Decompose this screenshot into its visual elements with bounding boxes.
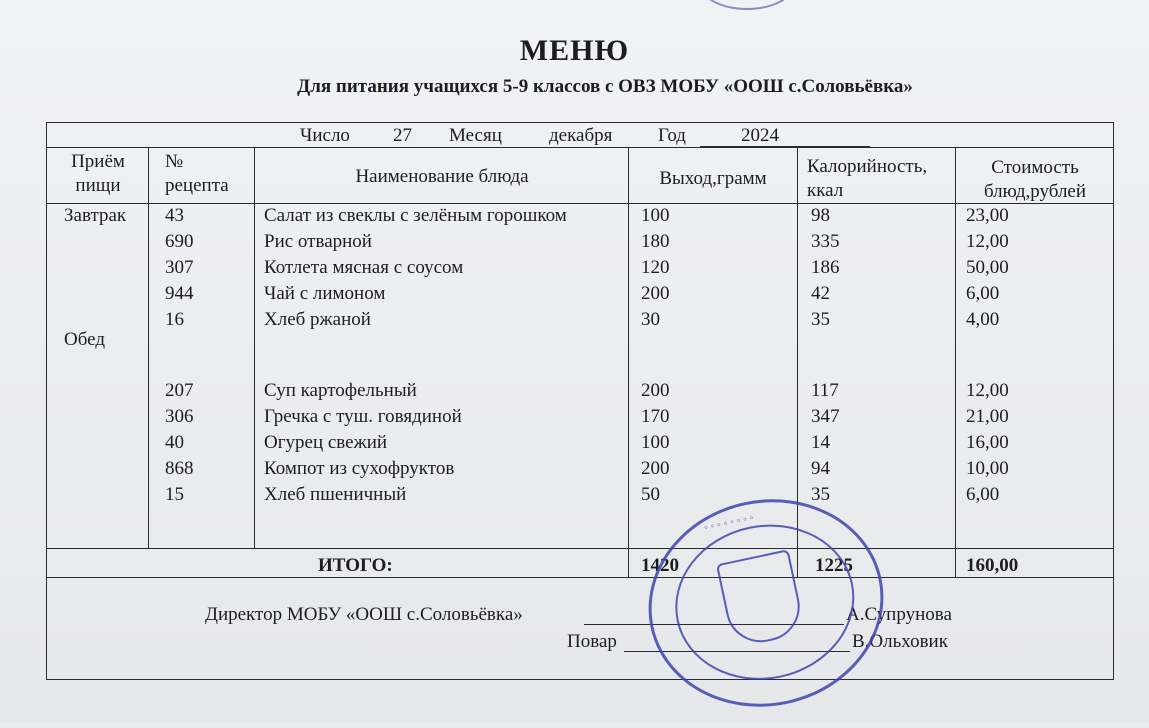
- recipe-number: 690: [165, 231, 194, 252]
- total-divider-top: [46, 548, 1114, 549]
- cost-rubles: 50,00: [966, 257, 1009, 278]
- total-label: ИТОГО:: [318, 555, 393, 576]
- cook-label: Повар: [567, 631, 617, 652]
- recipe-number: 43: [165, 205, 184, 226]
- calories-kcal: 347: [811, 406, 840, 427]
- cost-rubles: 4,00: [966, 309, 1000, 330]
- total-calories: 1225: [815, 555, 853, 576]
- total-cost: 160,00: [966, 555, 1019, 576]
- cost-rubles: 23,00: [966, 205, 1009, 226]
- header-meal-line1: Приём: [71, 151, 125, 172]
- header-calories-line2: ккал: [807, 180, 844, 201]
- cost-rubles: 6,00: [966, 484, 1000, 505]
- recipe-number: 944: [165, 283, 194, 304]
- stamp-text: ◦ ◦ ◦ ◦ ◦ ◦ ◦ ◦: [702, 511, 755, 535]
- month-label: Месяц: [449, 125, 502, 146]
- cost-rubles: 10,00: [966, 458, 1009, 479]
- dish-name: Хлеб пшеничный: [264, 484, 407, 505]
- header-meal-line2: пищи: [75, 175, 121, 196]
- cost-rubles: 12,00: [966, 380, 1009, 401]
- recipe-number: 307: [165, 257, 194, 278]
- header-dish: Наименование блюда: [355, 166, 529, 187]
- dish-name: Чай с лимоном: [264, 283, 386, 304]
- yield-grams: 200: [641, 458, 670, 479]
- cost-rubles: 12,00: [966, 231, 1009, 252]
- yield-grams: 120: [641, 257, 670, 278]
- yield-grams: 30: [641, 309, 660, 330]
- yield-grams: 200: [641, 283, 670, 304]
- dish-name: Компот из сухофруктов: [264, 458, 455, 479]
- dish-name: Рис отварной: [264, 231, 372, 252]
- yield-grams: 180: [641, 231, 670, 252]
- header-meal: [50, 150, 146, 198]
- column-divider: [955, 147, 956, 577]
- dish-name: Котлета мясная с соусом: [264, 257, 464, 278]
- day-label: Число: [300, 125, 350, 146]
- day-value: 27: [393, 125, 412, 146]
- header-cost-line1: Стоимость: [991, 157, 1079, 178]
- calories-kcal: 335: [811, 231, 840, 252]
- document-subtitle: Для питания учащихся 5-9 классов с ОВЗ МОБУ «ООШ с.Соловьёвка»: [297, 76, 913, 97]
- header-recipe-line2: рецепта: [165, 175, 229, 196]
- month-value: декабря: [549, 125, 613, 146]
- recipe-number: 15: [165, 484, 184, 505]
- total-yield: 1420: [641, 555, 679, 576]
- header-cost-line2: блюд,рублей: [983, 181, 1087, 202]
- menu-table: [46, 122, 1114, 680]
- meal-lunch: Обед: [64, 329, 105, 350]
- year-label: Год: [658, 125, 686, 146]
- calories-kcal: 35: [811, 309, 830, 330]
- header-cost: [957, 156, 1113, 204]
- yield-grams: 50: [641, 484, 660, 505]
- cost-rubles: 6,00: [966, 283, 1000, 304]
- cook-name: В.Ольховик: [852, 631, 948, 652]
- header-recipe-line1: №: [165, 151, 184, 172]
- yield-grams: 100: [641, 432, 670, 453]
- stamp-fragment: [700, 0, 794, 10]
- calories-kcal: 98: [811, 205, 830, 226]
- recipe-number: 16: [165, 309, 184, 330]
- director-name: А.Супрунова: [846, 604, 952, 625]
- header-calories-line1: Калорийность,: [807, 156, 928, 177]
- header-recipe: [165, 150, 253, 198]
- total-divider-bottom: [46, 577, 1114, 578]
- recipe-number: 868: [165, 458, 194, 479]
- yield-grams: 170: [641, 406, 670, 427]
- cost-rubles: 16,00: [966, 432, 1009, 453]
- calories-kcal: 186: [811, 257, 840, 278]
- recipe-number: 207: [165, 380, 194, 401]
- calories-kcal: 94: [811, 458, 830, 479]
- column-divider: [148, 147, 149, 548]
- header-yield: Выход,грамм: [659, 168, 767, 189]
- cost-rubles: 21,00: [966, 406, 1009, 427]
- meal-breakfast: Завтрак: [64, 205, 127, 226]
- calories-kcal: 117: [811, 380, 839, 401]
- dish-name: Гречка с туш. говядиной: [264, 406, 462, 427]
- dish-name: Салат из свеклы с зелёным горошком: [264, 205, 567, 226]
- year-value: 2024: [741, 125, 779, 146]
- document-title: МЕНЮ: [519, 34, 630, 67]
- header-calories: [807, 155, 955, 203]
- column-divider: [254, 147, 255, 548]
- calories-kcal: 42: [811, 283, 830, 304]
- recipe-number: 306: [165, 406, 194, 427]
- dish-name: Хлеб ржаной: [264, 309, 371, 330]
- year-underline: [700, 146, 870, 147]
- column-divider: [628, 147, 629, 577]
- dish-name: Огурец свежий: [264, 432, 388, 453]
- dish-name: Суп картофельный: [264, 380, 417, 401]
- calories-kcal: 35: [811, 484, 830, 505]
- yield-grams: 100: [641, 205, 670, 226]
- calories-kcal: 14: [811, 432, 830, 453]
- date-row-divider: [46, 147, 1114, 148]
- recipe-number: 40: [165, 432, 184, 453]
- header-divider: [46, 203, 1114, 204]
- yield-grams: 200: [641, 380, 670, 401]
- director-label: Директор МОБУ «ООШ с.Соловьёвка»: [205, 604, 523, 625]
